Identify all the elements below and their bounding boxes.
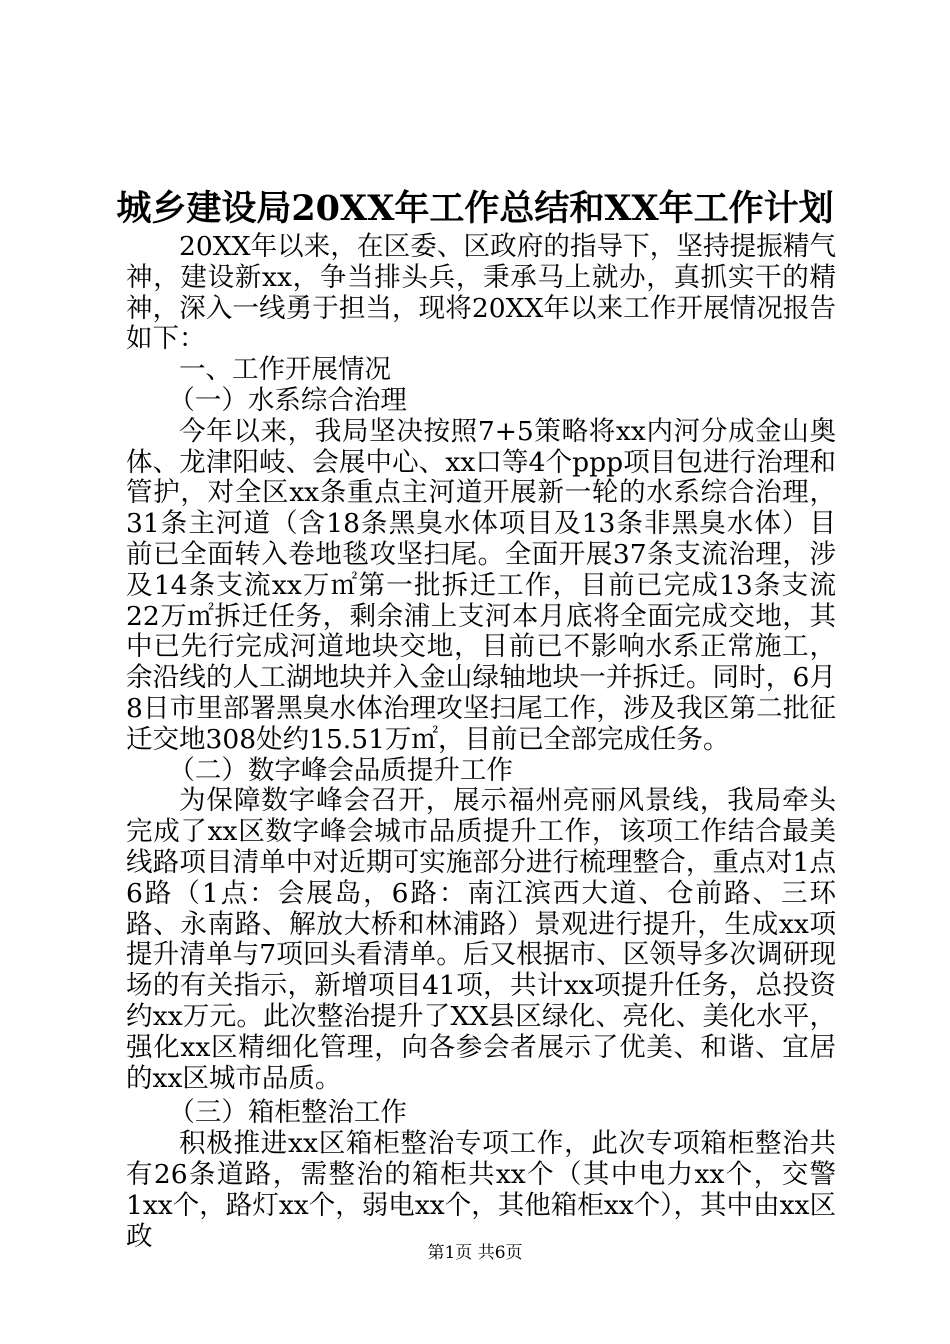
subsection-heading-digital-summit: （二）数字峰会品质提升工作 [168,754,513,786]
section-heading-work-progress: 一、工作开展情况 [179,354,391,386]
document-body [126,232,836,1252]
subsection-heading-water-system: （一）水系综合治理 [168,384,407,416]
document-title: 城乡建设局20XX年工作总结和XX年工作计划 [116,188,834,229]
subsection-heading-cabinet-rectification: （三）箱柜整治工作 [168,1097,407,1129]
digital-summit-paragraph: 为保障数字峰会召开，展示福州亮丽风景线，我局牵头完成了xx区数字峰会城市品质提升工作，该项工作结合最美线路项目清单中对近期可实施部分进行梳理整合，重点对1点6路（1点：会展岛，6路：南江滨西大道、仓前路、三环路、永南路、解放大桥和林浦路）景观进行提升，生成xx项提升清单与7项回头看清单。后又根据市、区领导多次调研现场的有关指示，新增项目41项，共计xx项提升任务，总投资约xx万元。此次整治提升了XX县区绿化、亮化、美化水平，强化xx区精细化管理，向各参会者展示了优美、和谐、宜居的xx区城市品质。 [126,785,836,1094]
intro-paragraph: 20XX年以来，在区委、区政府的指导下，坚持提振精气神，建设新xx，争当排头兵，秉承马上就办，真抓实干的精神，深入一线勇于担当，现将20XX年以来工作开展情况报告如下： [126,231,836,355]
page-footer: 第1页 共6页 [427,1243,523,1263]
water-system-paragraph: 今年以来，我局坚决按照7+5策略将xx内河分成金山奥体、龙津阳岐、会展中心、xx口等4个ppp项目包进行治理和管护，对全区xx条重点主河道开展新一轮的水系综合治理，31条主河道（含18条黑臭水体项目及13条非黑臭水体）目前已全面转入卷地毯攻坚扫尾。全面开展37条支流治理，涉及14条支流xx万㎡第一批拆迁工作，目前已完成13条支流22万㎡拆迁任务，剩余浦上支河本月底将全面完成交地，其中已先行完成河道地块交地，目前已不影响水系正常施工，余沿线的人工湖地块并入金山绿轴地块一并拆迁。同时，6月8日市里部署黑臭水体治理攻坚扫尾工作，涉及我区第二批征迁交地308处约15.51万㎡，目前已全部完成任务。 [126,415,836,755]
cabinet-rectification-paragraph: 积极推进xx区箱柜整治专项工作，此次专项箱柜整治共有26条道路，需整治的箱柜共xx个（其中电力xx个，交警1xx个，路灯xx个，弱电xx个，其他箱柜xx个），其中由xx区政 [126,1128,836,1252]
